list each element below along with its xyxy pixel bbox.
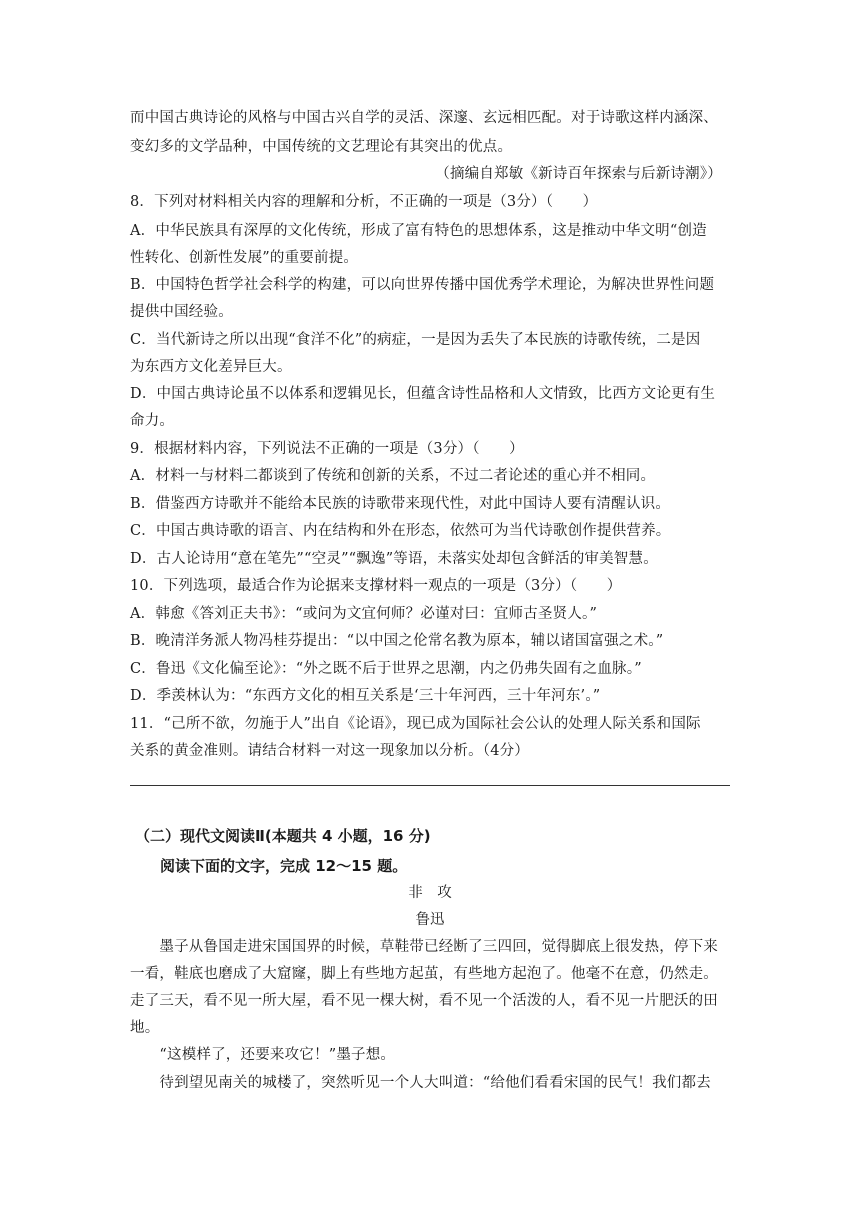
story-paragraph-3-line-1: 待到望见南关的城楼了，突然听见一个人大叫道：“给他们看看宋国的民气！我们都去 — [130, 1075, 711, 1091]
excerpt-source: （摘编自郑敏《新诗百年探索与后新诗潮》） — [435, 166, 722, 182]
story-paragraph-1-line-3: 走了三天，看不见一所大屋，看不见一棵大树，看不见一个活泼的人，看不见一片肥沃的田 — [130, 993, 718, 1009]
story-paragraph-2: “这模样了，还要来攻它！”墨子想。 — [130, 1047, 396, 1063]
question-8-stem: 8．下列对材料相关内容的理解和分析，不正确的一项是（3分）（ ） — [130, 194, 598, 210]
q8-option-d-line-2: 命力。 — [130, 413, 175, 429]
q10-option-c: C．鲁迅《文化偏至论》：“外之既不后于世界之思潮，内之仍弗失固有之血脉。” — [130, 661, 642, 677]
q9-option-c: C．中国古典诗歌的语言、内在结构和外在形态，依然可为当代诗歌创作提供营养。 — [130, 523, 671, 539]
story-paragraph-1-line-1: 墨子从鲁国走进宋国国界的时候，草鞋带已经断了三四回，觉得脚底上很发热，停下来 — [130, 939, 718, 955]
question-11-stem-line-1: 11．“己所不欲，勿施于人”出自《论语》，现已成为国际社会公认的处理人际关系和国际 — [130, 716, 701, 732]
q10-option-d: D．季羡林认为：“东西方文化的相互关系是‘三十年河西，三十年河东’。” — [130, 688, 601, 704]
excerpt-line-1: 而中国古典诗论的风格与中国古兴自学的灵活、深邃、玄远相匹配。对于诗歌这样内涵深、 — [130, 110, 718, 126]
story-paragraph-1-line-4: 地。 — [130, 1020, 160, 1036]
section-2-instruction: 阅读下面的文字，完成 12～15 题。 — [160, 857, 408, 875]
question-9-stem: 9．根据材料内容，下列说法不正确的一项是（3分）（ ） — [130, 441, 524, 457]
section-2-title: （二）现代文阅读Ⅱ(本题共 4 小题，16 分) — [135, 827, 431, 845]
q8-option-d-line-1: D．中国古典诗论虽不以体系和逻辑见长，但蕴含诗性品格和人文情致，比西方文论更有生 — [130, 386, 716, 402]
story-paragraph-1-line-2: 一看，鞋底也磨成了大窟窿，脚上有些地方起茧，有些地方起泡了。他毫不在意，仍然走。 — [130, 966, 718, 982]
q10-option-b: B．晚清洋务派人物冯桂芬提出：“以中国之伦常名教为原本，辅以诸国富强之术。” — [130, 633, 664, 649]
question-11-stem-line-2: 关系的黄金准则。请结合材料一对这一现象加以分析。（4分） — [130, 743, 530, 759]
q8-option-c-line-2: 为东西方文化差异巨大。 — [130, 359, 292, 375]
story-title: 非 攻 — [408, 885, 452, 901]
story-author: 鲁迅 — [415, 912, 445, 928]
q8-option-a-line-2: 性转化、创新性发展”的重要前提。 — [130, 250, 359, 266]
section-divider — [130, 785, 730, 786]
question-10-stem: 10．下列选项，最适合作为论据来支撑材料一观点的一项是（3分）（ ） — [130, 578, 622, 594]
excerpt-line-2: 变幻多的文学品种，中国传统的文艺理论有其突出的优点。 — [130, 139, 513, 155]
q8-option-c-line-1: C．当代新诗之所以出现“食洋不化”的病症，一是因为丢失了本民族的诗歌传统，二是因 — [130, 332, 701, 348]
q9-option-b: B．借鉴西方诗歌并不能给本民族的诗歌带来现代性，对此中国诗人要有清醒认识。 — [130, 496, 671, 512]
q9-option-d: D．古人论诗用“意在笔先”“空灵”“飘逸”等语，未落实处却包含鲜活的审美智慧。 — [130, 551, 658, 567]
q8-option-a-line-1: A．中华民族具有深厚的文化传统，形成了富有特色的思想体系，这是推动中华文明“创造 — [130, 223, 707, 239]
q8-option-b-line-2: 提供中国经验。 — [130, 304, 233, 320]
q8-option-b-line-1: B．中国特色哲学社会科学的构建，可以向世界传播中国优秀学术理论，为解决世界性问题 — [130, 277, 715, 293]
q10-option-a: A．韩愈《答刘正夫书》：“或问为文宜何师？必谨对曰：宜师古圣贤人。” — [130, 606, 598, 622]
q9-option-a: A．材料一与材料二都谈到了传统和创新的关系，不过二者论述的重心并不相同。 — [130, 468, 656, 484]
